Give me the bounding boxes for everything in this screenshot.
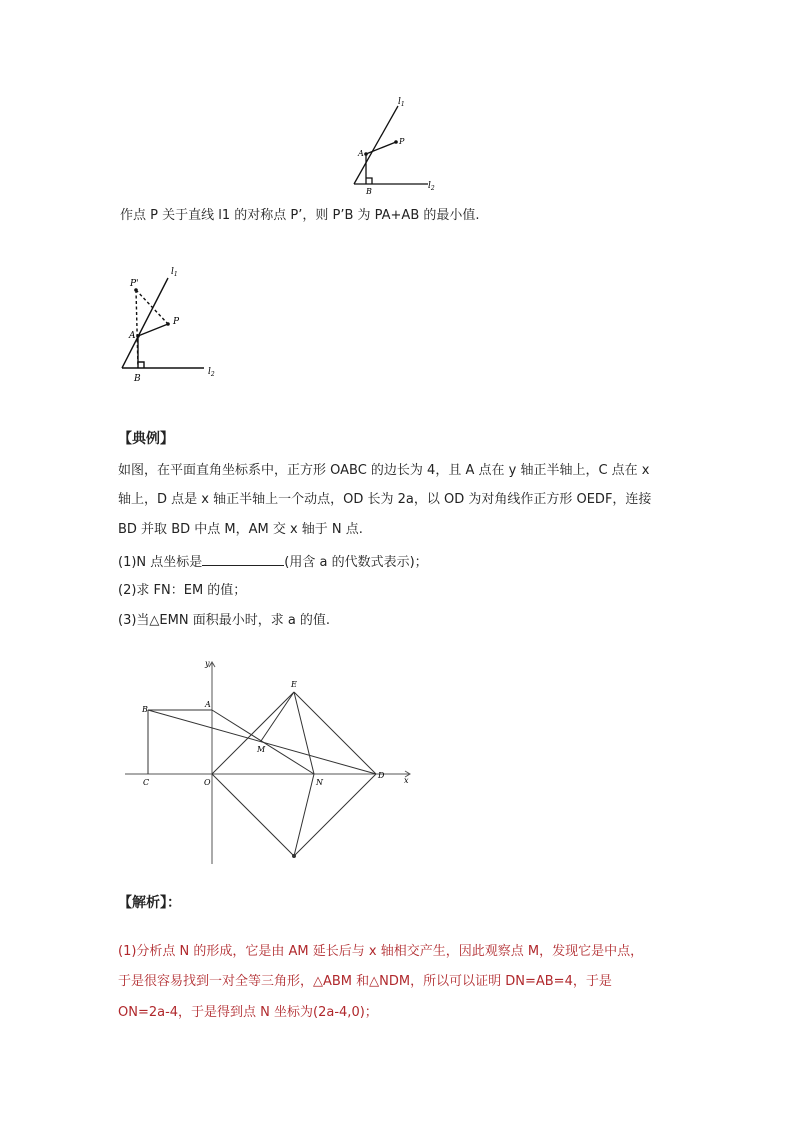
figure-3 <box>120 652 420 868</box>
segment-pb-dashed <box>136 290 138 368</box>
figure-2 <box>116 262 226 388</box>
label-p: P <box>399 137 405 146</box>
point-f <box>292 854 296 858</box>
segment-ap <box>138 324 168 336</box>
segment-bd <box>148 710 376 774</box>
label-c: C <box>143 778 150 787</box>
point-p <box>394 140 398 144</box>
label-a: A <box>205 700 211 709</box>
label-p-prime: P' <box>130 279 139 289</box>
segment-an <box>212 710 314 774</box>
text-line-1: 作点 P 关于直线 l1 的对称点 P’，则 P’B 为 PA+AB 的最小值. <box>120 208 480 223</box>
analysis-heading: 【解析】： <box>118 895 181 911</box>
segment-fd <box>294 774 376 856</box>
segment-en <box>294 692 314 774</box>
line-l1 <box>122 278 168 368</box>
segment-ap <box>366 142 396 154</box>
right-angle-mark <box>366 178 372 184</box>
answer-blank <box>202 553 284 566</box>
label-l1: $l_1$ <box>398 97 405 108</box>
label-a: A <box>129 331 136 341</box>
label-b: B <box>366 187 372 196</box>
question-2: (2)求 FN：EM 的值； <box>118 583 247 598</box>
segment-pp-dashed <box>136 290 168 324</box>
example-para-3: BD 并取 BD 中点 M，AM 交 x 轴于 N 点. <box>118 522 363 537</box>
right-angle-mark <box>138 362 144 368</box>
segment-of <box>212 774 294 856</box>
label-e: E <box>291 680 297 689</box>
label-m: M <box>257 745 266 754</box>
question-1 <box>118 553 428 571</box>
label-o: O <box>204 778 211 787</box>
segment-ed <box>294 692 376 774</box>
label-l2: $l_2$ <box>208 367 215 378</box>
segment-oe <box>212 692 294 774</box>
figure-1 <box>340 92 450 196</box>
label-p: P <box>173 317 180 327</box>
segment-fn <box>294 774 314 856</box>
question-1-prefix: (1)N 点坐标是 <box>118 555 203 570</box>
label-a: A <box>358 149 364 158</box>
label-l2: $l_2$ <box>428 181 435 192</box>
example-para-2: 轴上，D 点是 x 轴正半轴上一个动点，OD 长为 2a，以 OD 为对角线作正方形 OEDF，连接 <box>118 492 652 507</box>
label-b: B <box>142 705 148 714</box>
point-a <box>364 152 368 156</box>
point-p <box>166 322 170 326</box>
analysis-line-2: 于是很容易找到一对全等三角形，△ABM 和△NDM，所以可以证明 DN=AB=4，于是 <box>118 974 612 989</box>
line-l1 <box>354 106 398 184</box>
label-x: x <box>404 776 409 785</box>
analysis-line-3: ON=2a-4，于是得到点 N 坐标为(2a-4,0)； <box>118 1005 378 1020</box>
label-n: N <box>316 778 323 787</box>
point-a <box>136 334 140 338</box>
example-para-1: 如图，在平面直角坐标系中，正方形 OABC 的边长为 4，且 A 点在 y 轴正半轴上，C 点在 x <box>118 463 650 478</box>
label-y: y <box>205 659 210 668</box>
segment-em <box>261 692 294 741</box>
example-heading: 【典例】 <box>118 431 174 447</box>
question-1-suffix: (用含 a 的代数式表示)； <box>284 555 428 570</box>
label-d: D <box>378 771 385 780</box>
label-l1: $l_1$ <box>171 267 178 278</box>
label-b: B <box>134 374 141 384</box>
analysis-line-1: (1)分析点 N 的形成，它是由 AM 延长后与 x 轴相交产生，因此观察点 M，发现它是中点， <box>118 944 644 959</box>
question-3: (3)当△EMN 面积最小时，求 a 的值. <box>118 613 331 628</box>
